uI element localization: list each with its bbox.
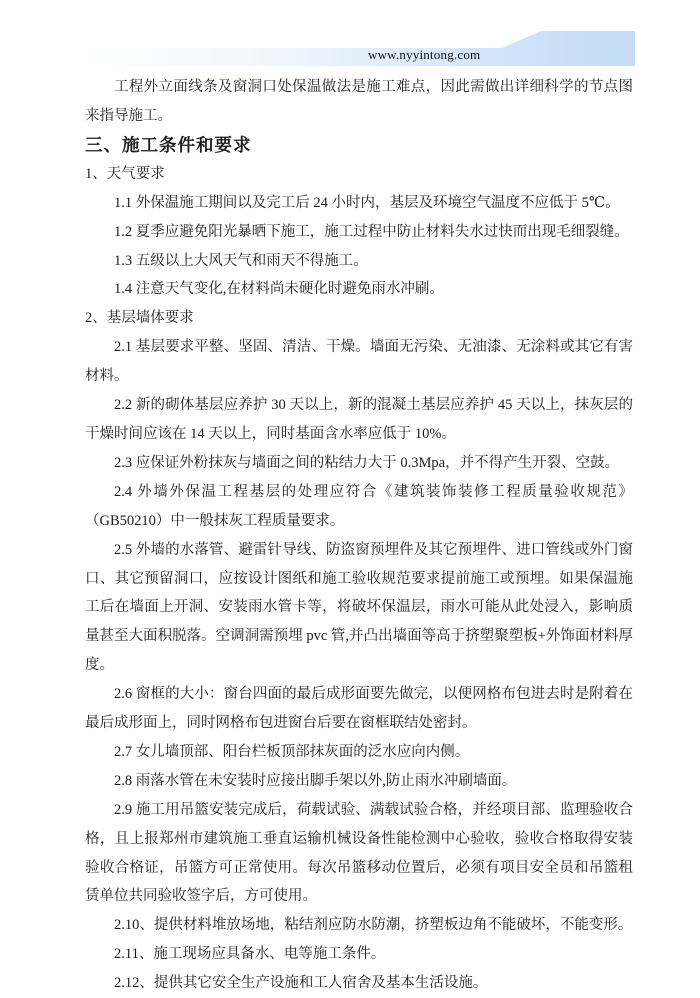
clause-paragraph: 2.4 外墙外保温工程基层的处理应符合《建筑装饰装修工程质量验收规范》（GB50210）中一般抹灰工程质量要求。 <box>85 483 633 529</box>
clause-paragraph: 2.11、施工现场应具备水、电等施工条件。 <box>114 946 386 963</box>
clause-paragraph: 1.3 五级以上大风天气和雨天不得施工。 <box>114 252 368 269</box>
site-url-watermark: www.nyyintong.com <box>368 47 481 62</box>
clause-paragraph: 2.2 新的砌体基层应养护 30 天以上，新的混凝土基层应养护 45 天以上，抹灰层的干燥时间应该在 14 天以上，同时基面含水率应低于 10%。 <box>85 397 633 442</box>
subsection-title-weather: 1、天气要求 <box>85 165 165 182</box>
clause-paragraph: 2.10、提供材料堆放场地，粘结剂应防水防潮，挤塑板边角不能破坏，不能变形。 <box>114 917 633 934</box>
subsection-title-base-wall: 2、基层墙体要求 <box>85 310 194 327</box>
clause-paragraph: 2.1 基层要求平整、坚固、清洁、干燥。墙面无污染、无油漆、无涂料或其它有害材料。 <box>85 339 633 385</box>
clause-paragraph: 2.3 应保证外粉抹灰与墙面之间的粘结力大于 0.3Mpa，并不得产生开裂、空鼓。 <box>114 454 620 471</box>
clause-paragraph: 2.6 窗框的大小：窗台四面的最后成形面要先做完，以便网格布包进去时是附着在最后成形面上，同时网格布包进窗台后要在窗框联结处密封。 <box>85 686 633 732</box>
clause-paragraph: 2.7 女儿墙顶部、阳台栏板顶部抹灰面的泛水应向内侧。 <box>114 743 470 760</box>
document-body <box>85 73 633 998</box>
clause-paragraph: 1.2 夏季应避免阳光暴晒下施工，施工过程中防止材料失水过快而出现毛细裂缝。 <box>114 223 629 240</box>
clause-paragraph: 1.4 注意天气变化,在材料尚未硬化时避免雨水冲刷。 <box>114 281 444 298</box>
intro-paragraph: 工程外立面线条及窗洞口处保温做法是施工难点，因此需做出详细科学的节点图来指导施工。 <box>85 79 633 124</box>
clause-paragraph: 2.12、提供其它安全生产设施和工人宿舍及基本生活设施。 <box>114 975 488 992</box>
clause-paragraph: 2.9 施工用吊篮安装完成后，荷载试验、满载试验合格，并经项目部、监理验收合格，且上报郑州市建筑施工垂直运输机械设备性能检测中心验收，验收合格取得安装验收合格证，吊篮方可正常使用。每次吊篮移动位置后，必须有项目安全员和吊篮租赁单位共同验收签字后，方可使用。 <box>85 801 633 905</box>
header-banner-ribbon <box>78 31 635 66</box>
section-heading: 三、施工条件和要求 <box>85 134 252 155</box>
clause-paragraph: 2.8 雨落水管在未安装时应接出脚手架以外,防止雨水冲刷墙面。 <box>114 772 517 789</box>
clause-paragraph: 1.1 外保温施工期间以及完工后 24 小时内，基层及环境空气温度不应低于 5℃。 <box>114 194 620 211</box>
clause-paragraph: 2.5 外墙的水落管、避雷针导线、防盗窗预埋件及其它预埋件、进口管线或外门窗口、其它预留洞口，应按设计图纸和施工验收规范要求提前施工或预埋。如果保温施工后在墙面上开洞、安装雨水管卡等，将破坏保温层，雨水可能从此处浸入，影响质量甚至大面积脱落。空调洞需预埋 pvc 管,并凸出墙面等高于挤塑聚塑板+外饰面材料厚度。 <box>85 541 633 674</box>
